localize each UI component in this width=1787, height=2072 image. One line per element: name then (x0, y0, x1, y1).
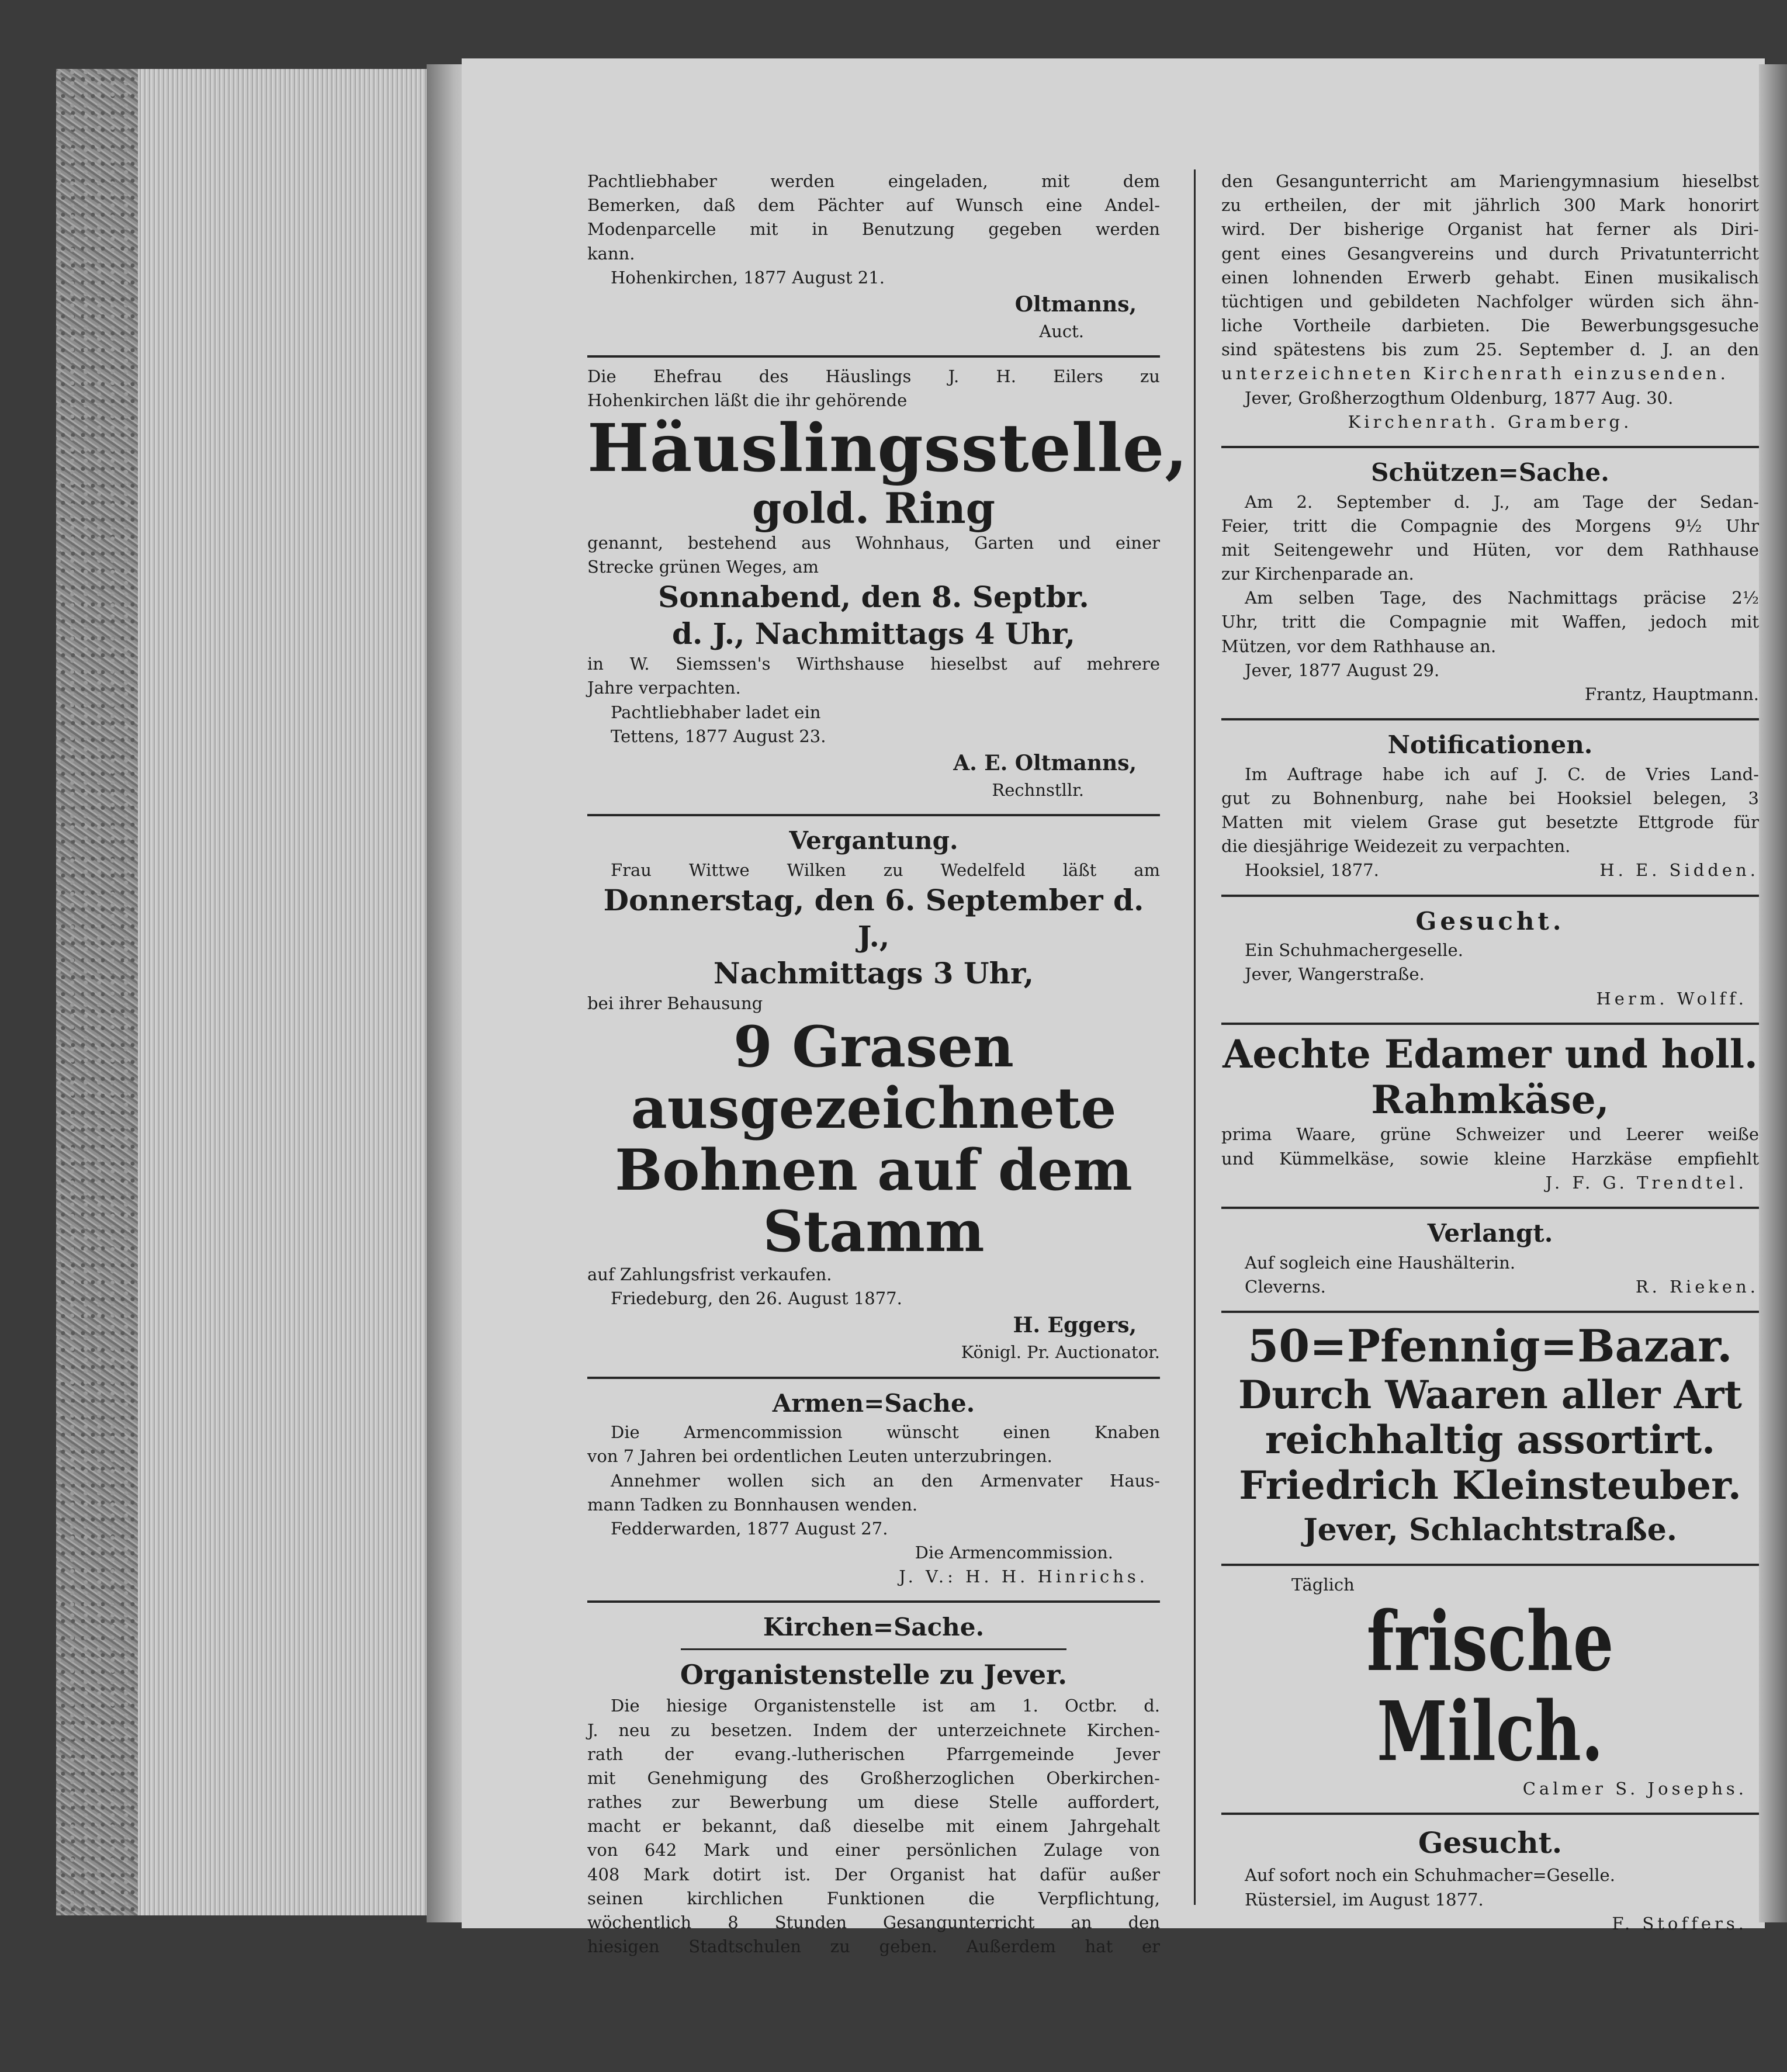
date-line: Donnerstag, den 6. September d. J., (603, 882, 1144, 954)
text-line: Bemerken, daß dem Pächter auf Wunsch eine Andel- (587, 195, 1160, 216)
place-signature-row (1221, 858, 1759, 882)
text-line: in W. Siemssen's Wirthshause hieselbst auf mehrere (587, 654, 1160, 674)
section-heading: Armen=Sache. (772, 1388, 975, 1418)
date-line: d. J., Nachmittags 4 Uhr, (672, 616, 1075, 651)
place-signature-row (1221, 1275, 1759, 1299)
signature-role: Auct. (1039, 321, 1084, 341)
text-line: Uhr, tritt die Compagnie mit Waffen, jedoch mit (1221, 612, 1759, 632)
ad-separator (587, 1377, 1160, 1379)
ad-separator (587, 355, 1160, 358)
ad-separator (1221, 1023, 1759, 1025)
text-line: 408 Mark dotirt ist. Der Organist hat dafür außer (587, 1864, 1160, 1884)
signature-line: Kirchenrath. Gramberg. (1348, 411, 1633, 432)
place-date: Friedeburg, den 26. August 1877. (611, 1288, 902, 1309)
text-line: Annehmer wollen sich an den Armenvater Haus- (611, 1470, 1160, 1491)
headline: 50=Pfennig=Bazar. (1248, 1319, 1733, 1372)
text-line: wöchentlich 8 Stunden Gesangunterricht an den (587, 1912, 1160, 1932)
text-line: Pachtliebhaber werden eingeladen, mit dem (587, 171, 1160, 191)
text-line: den Gesangunterricht am Mariengymnasium hieselbst (1221, 171, 1759, 191)
page-stack-edges (138, 69, 442, 1915)
headline: Jever, Schlachtstraße. (1303, 1512, 1677, 1548)
text-line: unterzeichneten Kirchenrath einzusenden. (1221, 363, 1729, 384)
text-line: wird. Der bisherige Organist hat ferner als Diri- (1221, 219, 1759, 240)
text-line: und Kümmelkäse, sowie kleine Harzkäse empfiehlt (1221, 1148, 1759, 1169)
text-line: J. neu zu besetzen. Indem der unterzeichnete Kirchen- (587, 1720, 1160, 1740)
section-heading: Vergantung. (789, 826, 958, 855)
headline: 9 Grasen ausgezeichnete (631, 1013, 1117, 1142)
ad-vergantung (587, 823, 1160, 1370)
headline: Aechte Edamer und holl. (1222, 1031, 1758, 1077)
place-date: Cleverns. (1245, 1276, 1326, 1297)
right-column (1221, 169, 1759, 1942)
text-line: Ein Schuhmachergeselle. (1245, 940, 1463, 961)
text-line: von 7 Jahren bei ordentlichen Leuten unterzubringen. (587, 1446, 1052, 1467)
signature-line: J. F. G. Trendtel. (1545, 1172, 1747, 1193)
text-line: mit Genehmigung des Großherzoglichen Oberkirchen- (587, 1768, 1160, 1788)
signature-line: Die Armencommission. (915, 1543, 1113, 1563)
ad-pachtliebhaber (587, 169, 1160, 349)
text-line: mann Tadken zu Bonnhausen wenden. (587, 1494, 918, 1515)
text-line: mit Seitengewehr und Hüten, vor dem Rathhause (1221, 539, 1759, 560)
text-line: tüchtigen und gebildeten Nachfolger würden sich ähn- (1221, 291, 1759, 311)
text-line: Am 2. September d. J., am Tage der Sedan- (1245, 491, 1759, 512)
ad-title: Häuslingsstelle, (587, 410, 1189, 487)
short-rule (681, 1648, 1066, 1650)
ad-separator (1221, 1207, 1759, 1209)
section-heading: Gesucht. (1418, 1825, 1563, 1860)
date-line: Sonnabend, den 8. Septbr. (658, 580, 1089, 615)
headline: Durch Waaren aller Art (1238, 1371, 1742, 1418)
text-line: Im Auftrage habe ich auf J. C. de Vries Land- (1245, 764, 1759, 784)
ad-organist-continued (1221, 169, 1759, 440)
ad-separator (587, 1600, 1160, 1603)
text-line: zu ertheilen, der mit jährlich 300 Mark honorirt (1221, 195, 1759, 216)
headline: Bohnen auf dem Stamm (615, 1137, 1133, 1265)
text-line: bei ihrer Behausung (587, 993, 763, 1014)
text-line: die diesjährige Weidezeit zu verpachten. (1221, 836, 1571, 857)
place-date: Rüstersiel, im August 1877. (1245, 1889, 1484, 1910)
text-line: Frau Wittwe Wilken zu Wedelfeld läßt am (611, 860, 1160, 880)
headline: Rahmkäse, (1371, 1076, 1609, 1122)
headline: frische Milch. (1366, 1594, 1614, 1780)
date-line: Nachmittags 3 Uhr, (713, 955, 1034, 990)
ad-separator (1221, 1813, 1759, 1815)
text-line: gut zu Bohnenburg, nahe bei Hooksiel belegen, 3 (1221, 788, 1759, 808)
text-line: Strecke grünen Weges, am (587, 557, 819, 577)
signature-name: Oltmanns, (1014, 292, 1137, 317)
column-divider (1194, 169, 1196, 1905)
place-date: Jever, Wangerstraße. (1245, 964, 1425, 985)
text-line: Die Ehefrau des Häuslings J. H. Eilers zu (587, 366, 1160, 387)
text-line: einen lohnenden Erwerb gehabt. Einen musikalisch (1221, 267, 1759, 287)
headline: Friedrich Kleinsteuber. (1239, 1463, 1741, 1509)
ad-haeuslingsstelle (587, 365, 1189, 808)
text-line: Täglich (1291, 1575, 1355, 1595)
ad-schuetzen-sache (1221, 455, 1759, 712)
text-line: rath der evang.-lutherischen Pfarrgemeinde Jever (587, 1744, 1160, 1764)
ad-separator (1221, 1564, 1759, 1566)
page-right-rim (1759, 64, 1787, 1922)
text-line: Die hiesige Organistenstelle ist am 1. Octbr. d. (611, 1696, 1160, 1716)
text-line: genannt, bestehend aus Wohnhaus, Garten und einer (587, 532, 1160, 553)
text-line: Auf sogleich eine Haushälterin. (1245, 1252, 1516, 1273)
section-heading: Verlangt. (1427, 1218, 1553, 1248)
left-column (587, 169, 1189, 1964)
signature-line: R. Rieken. (1635, 1276, 1759, 1297)
signature-line: H. E. Sidden. (1599, 860, 1759, 881)
ad-separator (1221, 446, 1759, 448)
text-line: Pachtliebhaber ladet ein (611, 702, 821, 722)
section-heading: Schützen=Sache. (1371, 458, 1609, 487)
text-line: Jahre verpachten. (587, 678, 741, 698)
signature-name: J. V.: H. H. Hinrichs. (899, 1567, 1148, 1587)
text-line: Modenparcelle mit in Benutzung gegeben werden (587, 219, 1160, 240)
ad-kaese (1221, 1032, 1759, 1201)
book-cover-edge (56, 69, 138, 1915)
text-line: rathes zur Bewerbung um diese Stelle auffordert, (587, 1792, 1160, 1813)
signature-line: Calmer S. Josephs. (1522, 1779, 1747, 1799)
text-line: Hohenkirchen läßt die ihr gehörende (587, 390, 908, 411)
text-line: von 642 Mark und einer persönlichen Zulage von (587, 1840, 1160, 1860)
text-line: Am selben Tage, des Nachmittags präcise 2½ (1245, 588, 1759, 608)
ad-kirchen-sache (587, 1610, 1160, 1964)
ad-separator (1221, 718, 1759, 720)
ad-verlangt (1221, 1216, 1759, 1305)
signature-line: Frantz, Hauptmann. (1584, 684, 1759, 704)
text-line: sind spätestens bis zum 25. September d. J. an den (1221, 339, 1759, 360)
text-line: gent eines Gesangvereins und durch Privatunterricht (1221, 243, 1759, 264)
ad-separator (1221, 1311, 1759, 1313)
text-line: liche Vortheile darbieten. Die Bewerbungsgesuche (1221, 316, 1759, 336)
signature-role: Rechnstllr. (992, 780, 1084, 800)
text-line: auf Zahlungsfrist verkaufen. (587, 1264, 832, 1285)
section-heading: Gesucht. (1415, 906, 1565, 935)
ad-gesucht-geselle (1221, 1822, 1759, 1942)
text-line: macht er bekannt, daß dieselbe mit einem Jahrgehalt (587, 1816, 1160, 1837)
ad-separator (587, 814, 1160, 816)
ad-subtitle: gold. Ring (751, 483, 996, 533)
section-heading: Kirchen=Sache. (763, 1613, 985, 1642)
text-line: Matten mit vielem Grase gut besetzte Ettgrode für (1221, 812, 1759, 833)
place-date: Jever, Großherzogthum Oldenburg, 1877 Aug. 30. (1245, 387, 1674, 408)
signature-line: F. Stoffers. (1612, 1913, 1747, 1934)
signature-name: H. Eggers, (1013, 1313, 1137, 1338)
place-date: Tettens, 1877 August 23. (611, 726, 826, 746)
text-line: Feier, tritt die Compagnie des Morgens 9½ Uhr (1221, 515, 1759, 536)
place-date: Hohenkirchen, 1877 August 21. (611, 267, 885, 287)
ad-notificationen (1221, 727, 1759, 888)
text-line: prima Waare, grüne Schweizer und Leerer weiße (1221, 1124, 1759, 1145)
place-date: Fedderwarden, 1877 August 27. (611, 1518, 888, 1539)
ad-title: Organistenstelle zu Jever. (680, 1659, 1068, 1691)
signature-name: A. E. Oltmanns, (953, 750, 1137, 775)
ad-pfennig-bazar (1221, 1320, 1759, 1558)
ad-gesucht-schuhmacher (1221, 904, 1759, 1017)
text-line: seinen kirchlichen Funktionen die Verpflichtung, (587, 1888, 1160, 1908)
ad-separator (1221, 895, 1759, 897)
text-line: Mützen, vor dem Rathhause an. (1221, 636, 1497, 656)
text-line: zur Kirchenparade an. (1221, 564, 1414, 584)
place-date: Jever, 1877 August 29. (1245, 660, 1440, 680)
section-heading: Notificationen. (1387, 730, 1593, 760)
headline: reichhaltig assortirt. (1265, 1417, 1716, 1463)
text-line: Auf sofort noch ein Schuhmacher=Geselle. (1245, 1865, 1615, 1886)
text-line: hiesigen Stadtschulen zu geben. Außerdem hat er (587, 1936, 1160, 1957)
signature-line: Herm. Wolff. (1596, 988, 1747, 1009)
text-line: Die Armencommission wünscht einen Knaben (611, 1422, 1160, 1443)
place-date: Hooksiel, 1877. (1245, 860, 1379, 881)
signature-role: Königl. Pr. Auctionator. (961, 1342, 1160, 1363)
ad-armen-sache (587, 1386, 1160, 1595)
ad-frische-milch (1221, 1573, 1759, 1807)
text-line: kann. (587, 243, 635, 264)
